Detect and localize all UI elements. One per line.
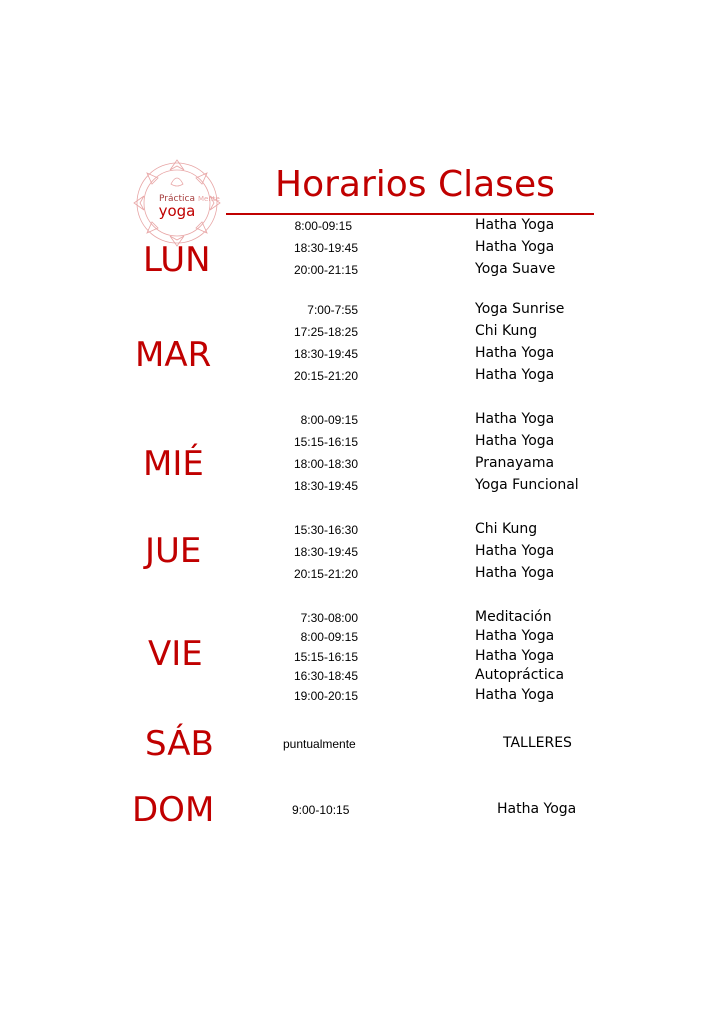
class-cell: Hatha Yoga	[475, 411, 555, 427]
day-label-mar: MAR	[135, 335, 212, 375]
class-cell: Autopráctica	[475, 667, 565, 683]
day-label-mie: MIÉ	[143, 444, 204, 484]
logo-text-yoga: yoga	[158, 202, 196, 220]
day-label-lun: LUN	[143, 240, 211, 280]
time-cell: 7:30-08:00	[300, 611, 358, 625]
class-cell: Yoga Sunrise	[475, 301, 565, 317]
time-cell: 8:00-09:15	[294, 219, 352, 233]
class-cell: Hatha Yoga	[475, 367, 555, 383]
class-cell: Hatha Yoga	[475, 687, 555, 703]
class-cell: Meditación	[475, 609, 552, 625]
day-label-vie: VIE	[148, 634, 203, 674]
class-cell: TALLERES	[503, 735, 572, 751]
class-cell: Hatha Yoga	[475, 648, 555, 664]
time-cell: 20:00-21:15	[293, 263, 358, 277]
class-cell: Chi Kung	[475, 521, 538, 537]
time-cell: 15:15-16:15	[293, 435, 358, 449]
time-cell: 20:15-21:20	[293, 567, 358, 581]
page-title: Horarios Clases	[275, 164, 555, 205]
class-cell: Hatha Yoga	[475, 628, 555, 644]
class-cell: Hatha Yoga	[475, 345, 555, 361]
time-cell: 8:00-09:15	[300, 413, 358, 427]
time-cell: puntualmente	[283, 737, 356, 751]
logo-text-practica: Práctica	[159, 194, 195, 204]
time-cell: 9:00-10:15	[292, 803, 350, 817]
class-cell: Hatha Yoga	[475, 217, 555, 233]
class-cell: Pranayama	[475, 455, 555, 471]
day-label-jue: JUE	[145, 531, 202, 571]
time-cell: 16:30-18:45	[293, 669, 358, 683]
lotus-mandala-logo	[132, 158, 222, 248]
class-cell: Yoga Funcional	[475, 477, 579, 493]
class-cell: Hatha Yoga	[497, 801, 577, 817]
class-cell: Hatha Yoga	[475, 433, 555, 449]
time-cell: 18:30-19:45	[293, 241, 358, 255]
title-underline	[226, 213, 594, 215]
class-cell: Chi Kung	[475, 323, 538, 339]
time-cell: 20:15-21:20	[293, 369, 358, 383]
time-cell: 17:25-18:25	[293, 325, 358, 339]
time-cell: 18:30-19:45	[293, 479, 358, 493]
class-cell: Hatha Yoga	[475, 543, 555, 559]
class-cell: Hatha Yoga	[475, 565, 555, 581]
time-cell: 15:15-16:15	[293, 650, 358, 664]
time-cell: 18:30-19:45	[293, 347, 358, 361]
time-cell: 19:00-20:15	[293, 689, 358, 703]
time-cell: 8:00-09:15	[300, 630, 358, 644]
day-label-sab: SÁB	[145, 724, 214, 764]
class-cell: Yoga Suave	[475, 261, 556, 277]
time-cell: 15:30-16:30	[293, 523, 358, 537]
time-cell: 18:00-18:30	[293, 457, 358, 471]
class-cell: Hatha Yoga	[475, 239, 555, 255]
day-label-dom: DOM	[132, 790, 215, 830]
time-cell: 7:00-7:55	[307, 303, 358, 317]
time-cell: 18:30-19:45	[293, 545, 358, 559]
logo-text-mente: Mente	[198, 195, 220, 203]
